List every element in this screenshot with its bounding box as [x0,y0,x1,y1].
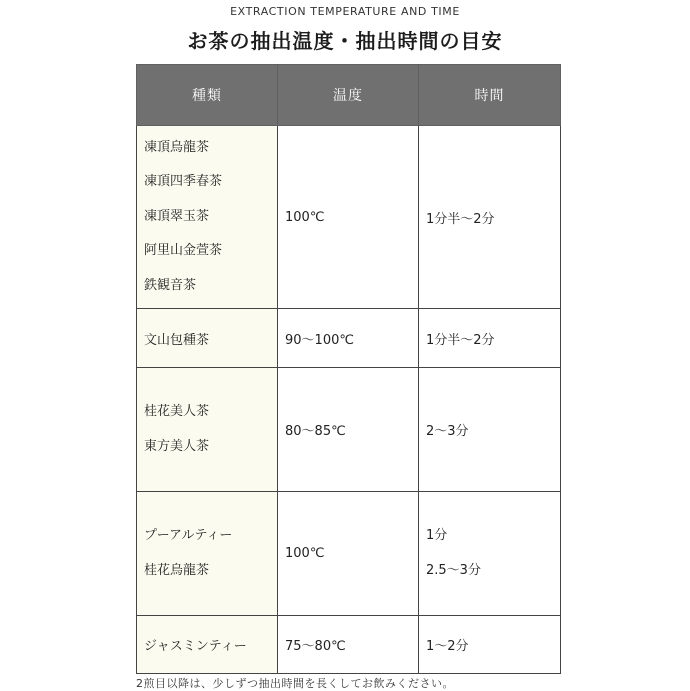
temperature-cell [278,492,419,616]
table-row [137,368,561,492]
footnote: 2煎目以降は、少しずつ抽出時間を長くしてお飲みください。 [136,677,454,690]
tea-name: プーアルティー [144,528,233,543]
tea-names-cell [137,126,278,309]
tea-table [136,64,561,674]
table-header-row [137,65,561,126]
header-time: 時間 [419,65,561,126]
time-value: 2.5〜3分 [426,562,481,578]
page-title: お茶の抽出温度・抽出時間の目安 [187,29,503,53]
header-type: 種類 [137,65,278,126]
time-value: 2〜3分 [426,424,469,439]
time-value: 1〜2分 [426,639,469,654]
temperature-cell [278,616,419,674]
time-cell [419,309,561,368]
temperature-cell [278,126,419,309]
time-cell [419,126,561,309]
temperature-value: 90〜100℃ [285,332,354,348]
tea-name: 凍頂烏龍茶 [144,139,210,155]
time-cell [419,368,561,492]
time-cell [419,492,561,616]
subtitle: EXTRACTION TEMPERATURE AND TIME [230,5,460,18]
header-temperature: 温度 [278,65,419,126]
tea-name: 鉄観音茶 [144,277,197,293]
tea-name: 凍頂翠玉茶 [144,208,210,224]
temperature-value: 100℃ [285,546,325,561]
tea-name: 東方美人茶 [144,438,210,454]
temperature-value: 80〜85℃ [285,424,346,439]
tea-name: 凍頂四季春茶 [144,174,223,190]
tea-name: 阿里山金萱茶 [144,243,223,259]
tea-names-cell [137,616,278,674]
tea-name: 桂花烏龍茶 [144,562,210,578]
tea-name: 桂花美人茶 [144,404,210,419]
table-row [137,492,561,616]
tea-names-cell [137,368,278,492]
temperature-cell [278,368,419,492]
temperature-value: 100℃ [285,209,325,225]
time-cell [419,616,561,674]
temperature-value: 75〜80℃ [285,639,346,654]
tea-names-cell [137,492,278,616]
temperature-cell [278,309,419,368]
tea-name: 文山包種茶 [144,332,210,348]
table-row [137,309,561,368]
time-value: 1分半〜2分 [426,332,495,348]
table-row [137,616,561,674]
table-row [137,126,561,309]
time-value: 1分 [426,528,448,543]
tea-name: ジャスミンティー [144,639,247,654]
time-value: 1分半〜2分 [426,211,495,227]
tea-names-cell [137,309,278,368]
